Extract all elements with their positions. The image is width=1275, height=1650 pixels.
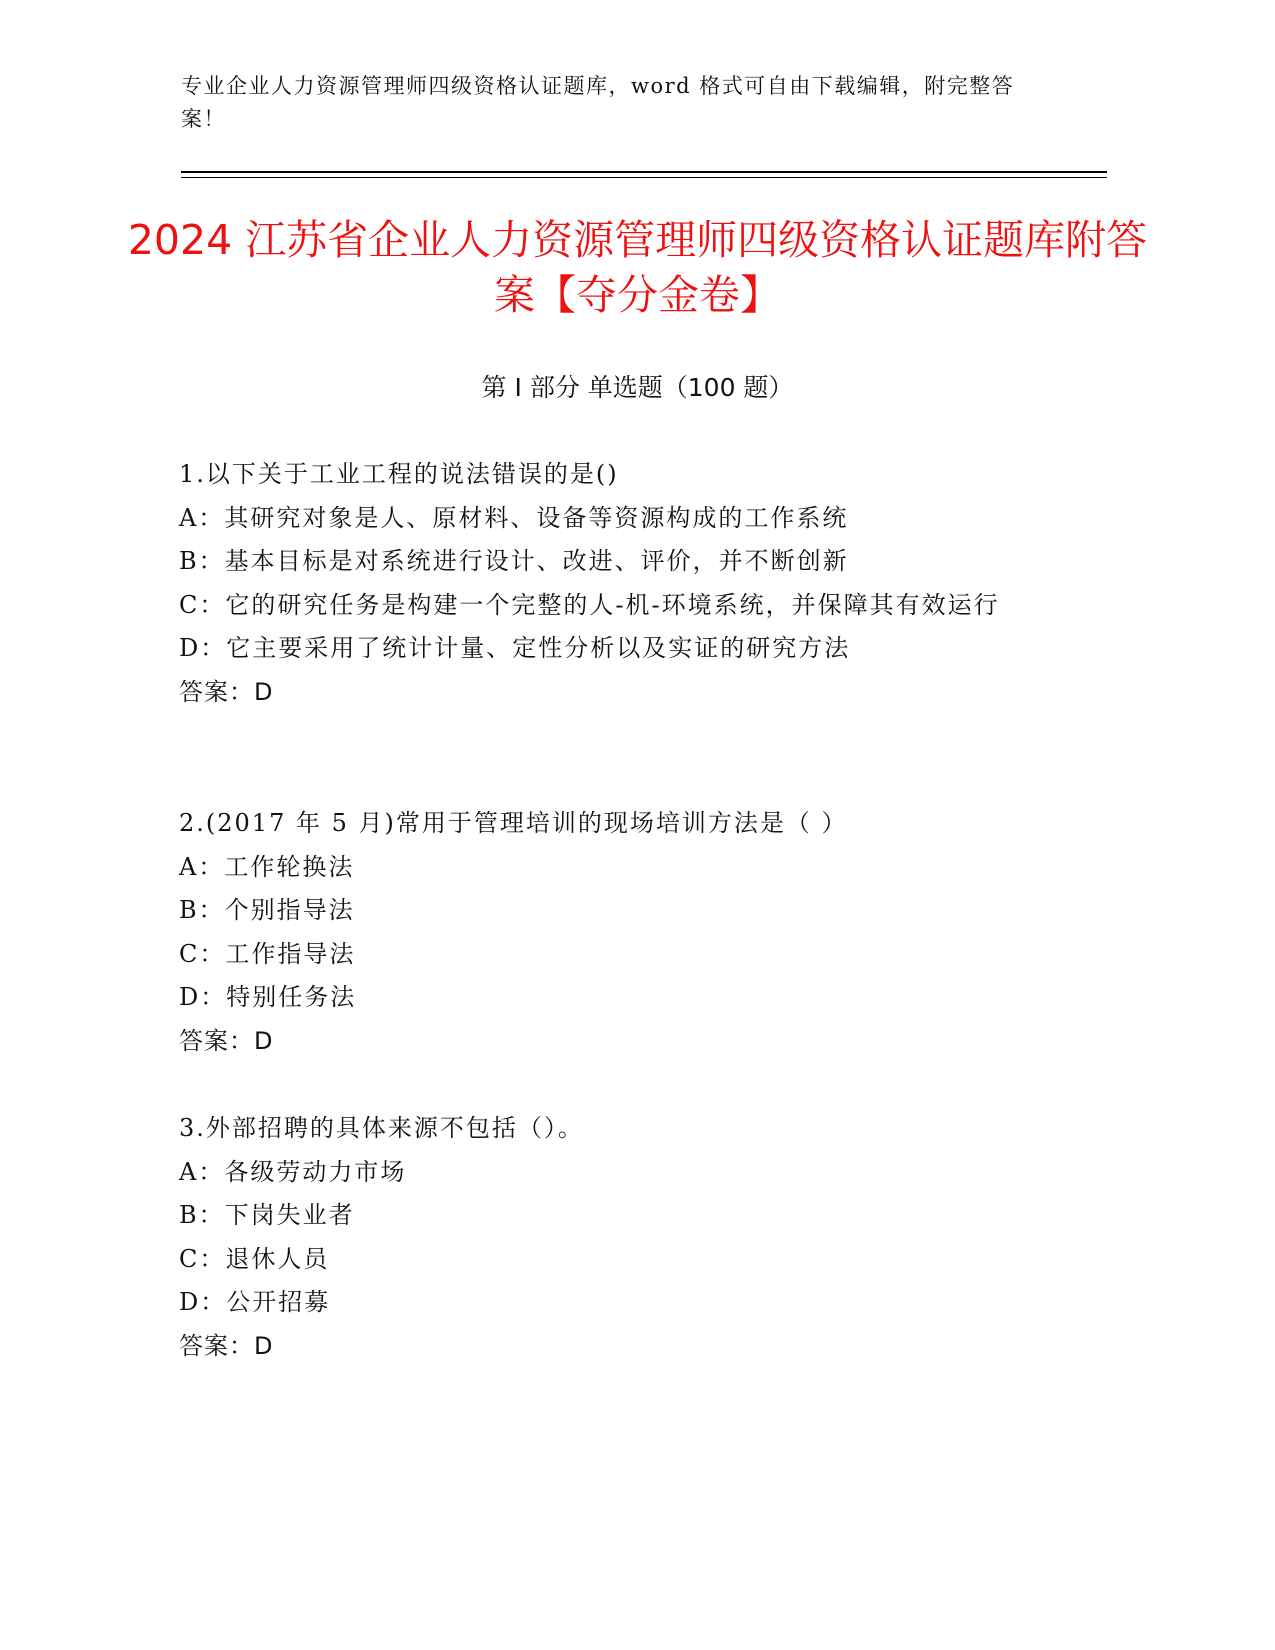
question-stem: 2.(2017 年 5 月)常用于管理培训的现场培训方法是（ ） [179,809,848,837]
option-b: B：下岗失业者 [179,1201,355,1229]
section-title: 第 I 部分 单选题（100 题） [481,373,794,402]
option-d: D：它主要采用了统计计量、定性分析以及实证的研究方法 [179,634,851,662]
question-3 [179,1107,1039,1368]
answer: 答案：D [179,1331,274,1360]
question-1 [179,453,1039,714]
document-title: 2024 江苏省企业人力资源管理师四级资格认证题库附答案【夺分金卷】 [127,216,1148,319]
option-b: B：基本目标是对系统进行设计、改进、评价，并不断创新 [179,547,849,575]
question-2 [179,802,1039,1063]
option-b: B：个别指导法 [179,896,355,924]
header-rule-thin [181,177,1107,178]
header-note: 专业企业人力资源管理师四级资格认证题库，word 格式可自由下载编辑，附完整答案！ [181,74,1015,131]
answer: 答案：D [179,677,274,706]
option-c: C：退休人员 [179,1244,330,1273]
option-a: A：工作轮换法 [179,852,355,881]
option-d: D：公开招募 [179,1288,331,1316]
option-c: C：工作指导法 [179,939,356,968]
option-d: D：特别任务法 [179,983,357,1011]
option-a: A：其研究对象是人、原材料、设备等资源构成的工作系统 [179,503,849,532]
question-stem: 3.外部招聘的具体来源不包括（）。 [179,1114,584,1142]
question-stem: 1.以下关于工业工程的说法错误的是() [179,460,619,488]
option-c: C：它的研究任务是构建一个完整的人-机-环境系统，并保障其有效运行 [179,590,1000,619]
header-rule-thick [181,171,1107,173]
answer: 答案：D [179,1026,274,1055]
option-a: A：各级劳动力市场 [179,1157,407,1186]
